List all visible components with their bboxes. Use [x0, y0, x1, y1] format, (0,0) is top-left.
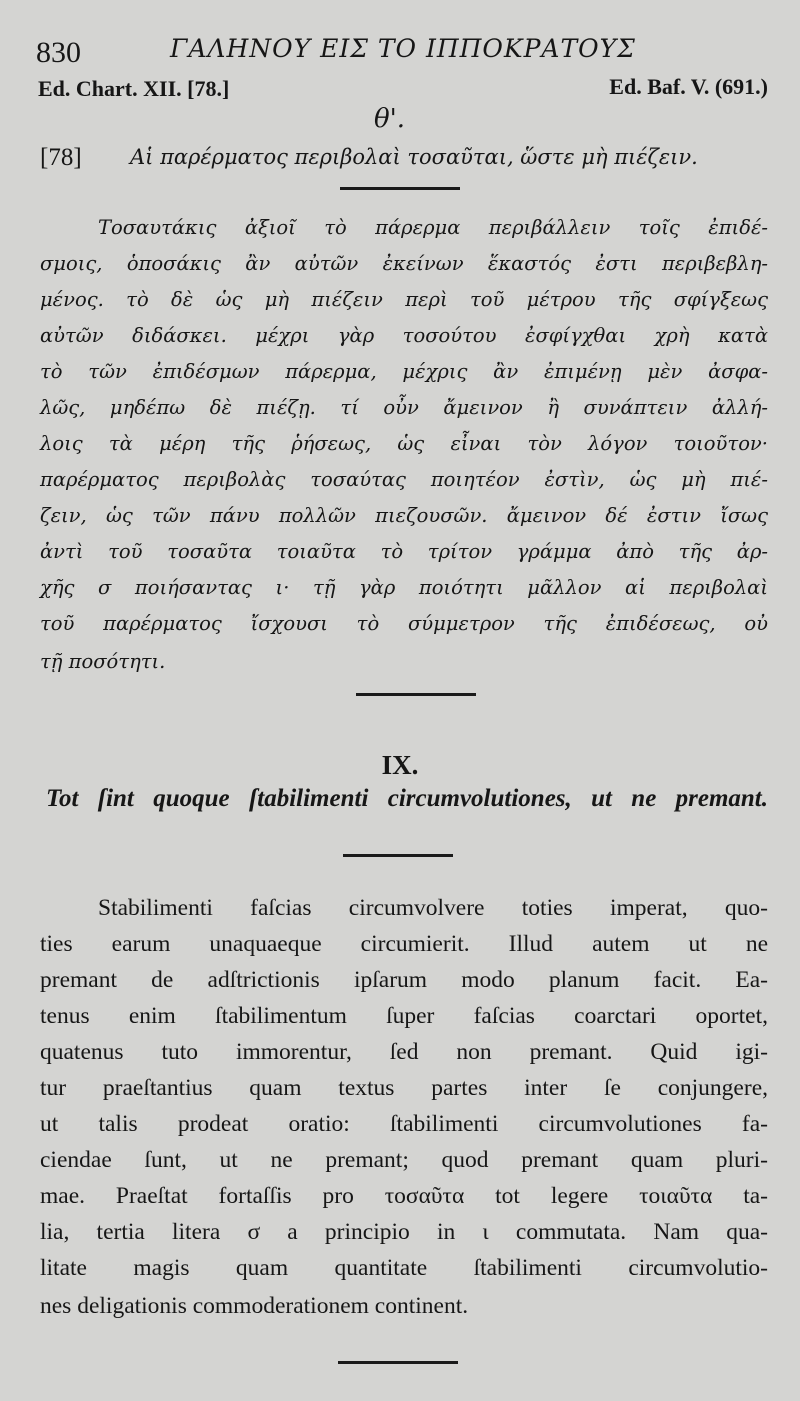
greek-aphorism-number: [78]: [40, 144, 82, 171]
greek-line: Τοσαυτάκις ἀξιοῖ τὸ πάρερμα περιβάλλειν τοῖς ἐπιδέ-: [98, 216, 768, 239]
latin-line: quatenus tuto immorentur, ſed non premant. Quid igi-: [40, 1039, 768, 1065]
latin-line: nes deligationis commoderationem continent.: [40, 1293, 469, 1319]
greek-line: τὸ τῶν ἐπιδέσμων πάρερμα, μέχρις ἂν ἐπιμένῃ μὲν ἀσφα-: [40, 360, 768, 383]
greek-line: ἀντὶ τοῦ τοσαῦτα τοιαῦτα τὸ τρίτον γράμμα ἀπὸ τῆς ἀρ-: [40, 540, 768, 563]
greek-line: σμοις, ὁποσάκις ἂν αὐτῶν ἐκείνων ἕκαστός ἐστι περιβεβλη-: [40, 252, 768, 275]
greek-line: παρέρματος περιβολὰς τοσαύτας ποιητέον ἐστὶν, ὡς μὴ πιέ-: [40, 468, 768, 491]
latin-line: mae. Praeſtat fortaſſis pro τοσαῦτα tot legere τοιαῦτα ta-: [40, 1183, 768, 1209]
section-divider: [338, 1361, 458, 1364]
greek-line: λῶς, μηδέπω δὲ πιέζῃ. τί οὖν ἄμεινον ἢ συνάπτειν ἀλλή-: [40, 396, 768, 419]
latin-line: litate magis quam quantitate ſtabilimenti circumvolutio-: [40, 1255, 768, 1281]
latin-line: ut talis prodeat oratio: ſtabilimenti circumvolutiones fa-: [40, 1111, 768, 1137]
latin-line: tur praeſtantius quam textus partes inter ſe conjungere,: [40, 1075, 768, 1101]
greek-section-number: θ'.: [374, 104, 406, 134]
latin-line: ciendae ſunt, ut ne premant; quod premant quam pluri-: [40, 1147, 768, 1173]
section-divider: [343, 854, 453, 857]
latin-line: tenus enim ſtabilimentum ſuper faſcias coarctari oportet,: [40, 1003, 768, 1029]
edition-reference-left: Ed. Chart. XII. [78.]: [38, 76, 230, 101]
latin-line: Stabilimenti faſcias circumvolvere toties imperat, quo-: [98, 895, 768, 921]
greek-line: λοις τὰ μέρη τῆς ῥήσεως, ὡς εἶναι τὸν λόγον τοιοῦτον·: [40, 432, 768, 455]
latin-line: lia, tertia litera σ a principio in ι commutata. Nam qua-: [40, 1219, 768, 1245]
edition-reference-right: Ed. Baf. V. (691.): [609, 74, 768, 99]
greek-line: ζειν, ὡς τῶν πάνυ πολλῶν πιεζουσῶν. ἄμεινον δέ ἐστιν ἴσως: [40, 504, 768, 527]
page-number: 830: [36, 36, 81, 69]
greek-line: μένος. τὸ δὲ ὡς μὴ πιέζειν περὶ τοῦ μέτρου τῆς σφίγξεως: [40, 288, 768, 311]
latin-section-number: IX.: [381, 750, 419, 780]
greek-line: τῇ ποσότητι.: [40, 650, 166, 673]
running-title: ΓΑΛΗΝΟΥ ΕΙΣ ΤΟ ΙΠΠΟΚΡΑΤΟΥΣ: [170, 34, 636, 63]
greek-line: αὐτῶν διδάσκει. μέχρι γὰρ τοσούτου ἐσφίγχθαι χρὴ κατὰ: [40, 324, 768, 347]
greek-line: τοῦ παρέρματος ἴσχουσι τὸ σύμμετρον τῆς ἐπιδέσεως, οὐ: [40, 612, 768, 635]
greek-line: χῆς σ ποιήσαντας ι· τῇ γὰρ ποιότητι μᾶλλον αἱ περιβολαὶ: [40, 576, 768, 599]
section-divider: [340, 187, 460, 190]
latin-line: ties earum unaquaeque circumierit. Illud autem ut ne: [40, 931, 768, 957]
greek-aphorism-title: Αἱ παρέρματος περιβολαὶ τοσαῦται, ὥστε μὴ πιέζειν.: [130, 145, 698, 169]
section-divider: [356, 693, 476, 696]
latin-aphorism-title: Tot ſint quoque ſtabilimenti circumvolutiones, ut ne premant.: [46, 785, 768, 812]
latin-line: premant de adſtrictionis ipſarum modo planum facit. Ea-: [40, 967, 768, 993]
